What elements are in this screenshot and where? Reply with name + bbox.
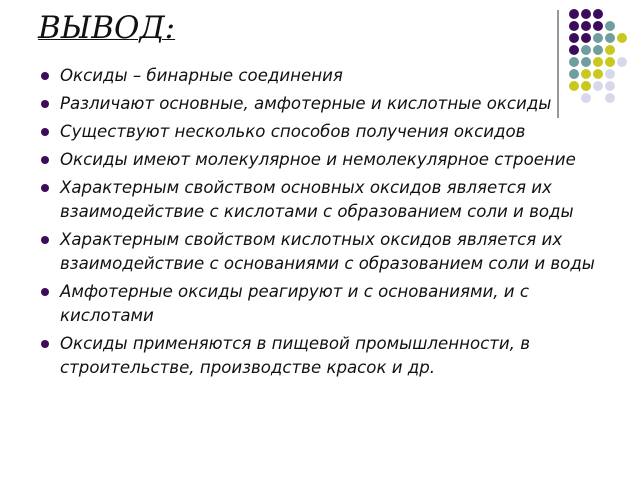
bullet-icon (41, 340, 49, 348)
decorative-dot (605, 21, 615, 31)
decorative-dot (569, 45, 579, 55)
decorative-dot (593, 45, 603, 55)
decorative-dot (569, 21, 579, 31)
bullet-icon (41, 288, 49, 296)
decorative-dot (569, 9, 579, 19)
decorative-dot (581, 9, 591, 19)
decorative-dot (617, 57, 627, 67)
bullet-icon (41, 236, 49, 244)
decorative-dot (593, 33, 603, 43)
decorative-dot (581, 45, 591, 55)
list-item: Различают основные, амфотерные и кислотные оксиды (38, 92, 560, 116)
list-item: Оксиды – бинарные соединения (38, 64, 500, 88)
slide-title: ВЫВОД: (38, 10, 176, 46)
list-item: Оксиды применяются в пищевой промышленности, в строительстве, производстве красок и др. (38, 332, 608, 380)
list-item: Оксиды имеют молекулярное и немолекулярное строение (38, 148, 608, 172)
decorative-dot (605, 45, 615, 55)
list-item: Характерным свойством основных оксидов является их взаимодействие с кислотами с образованием соли и воды (38, 176, 608, 224)
decorative-dot (617, 33, 627, 43)
list-item: Амфотерные оксиды реагируют и с основаниями, и с кислотами (38, 280, 608, 328)
decorative-dot (593, 9, 603, 19)
list-item: Существуют несколько способов получения оксидов (38, 120, 608, 144)
decorative-dot (605, 33, 615, 43)
decorative-dot (581, 21, 591, 31)
bullet-list (38, 64, 608, 384)
bullet-icon (41, 128, 49, 136)
list-item: Характерным свойством кислотных оксидов является их взаимодействие с основаниями с образованием соли и воды (38, 228, 608, 276)
decorative-dot (593, 21, 603, 31)
bullet-icon (41, 100, 49, 108)
bullet-icon (41, 156, 49, 164)
bullet-icon (41, 184, 49, 192)
bullet-icon (41, 72, 49, 80)
decorative-dot (569, 33, 579, 43)
decorative-dot (581, 33, 591, 43)
